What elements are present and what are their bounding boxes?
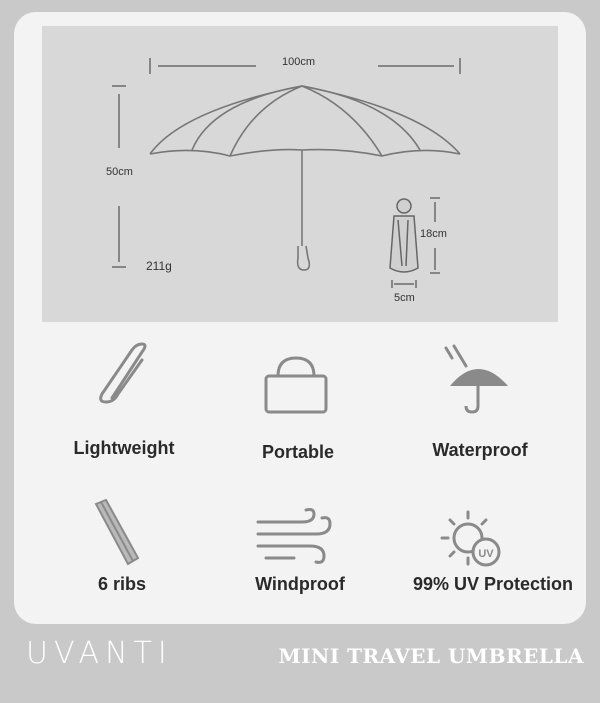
weight-label: 211g [146, 259, 172, 273]
feature-label-windproof: Windproof [255, 574, 345, 594]
sun-uv-icon [438, 508, 506, 576]
width-dimension-label: 100cm [282, 56, 316, 68]
product-title: MINI TRAVEL UMBRELLA [278, 644, 584, 668]
umbrella-rain-icon [440, 344, 516, 420]
height-dimension-label: 50cm [106, 166, 133, 178]
feature-label-waterproof: Waterproof [432, 440, 528, 460]
folded-width-label: 5cm [394, 292, 415, 304]
rib-icon [88, 496, 144, 572]
feature-label-lightweight: Lightweight [73, 438, 175, 458]
folded-length-label: 18cm [420, 228, 447, 240]
feature-label-6-ribs: 6 ribs [97, 574, 147, 594]
paperclip-icon [90, 340, 160, 414]
feature-label-uv-protection: 99% UV Protection [412, 574, 574, 594]
uv-glyph: UV [478, 548, 494, 560]
feature-label-portable: Portable [261, 442, 335, 462]
bag-icon [262, 354, 332, 422]
wind-icon [254, 508, 334, 572]
umbrella-spec-diagram [42, 26, 558, 322]
brand-logo: UVANTI [26, 636, 173, 671]
